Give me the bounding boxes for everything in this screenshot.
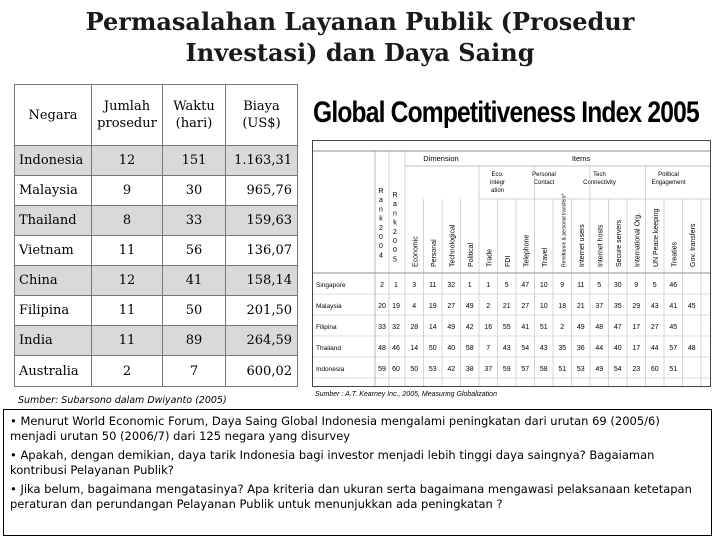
gci-cell-value: 17 [632,324,641,331]
gci-row-country: Malaysia [316,303,342,310]
gci-cell-value: 19 [392,303,400,310]
gci-cell-value: 29 [632,303,641,310]
gci-group-label: integr [489,180,506,186]
gci-cell-value: 43 [539,345,548,352]
gci-rank2004-char: R [378,188,384,195]
gci-column-label: Internet users [578,224,586,267]
gci-cell-value: 60 [392,366,400,373]
gci-cell-value: 36 [576,345,585,352]
days-cell: 7 [163,356,226,387]
gci-column-label: Telephone [523,234,531,267]
cost-cell: 965,76 [226,176,298,206]
table-row [15,296,298,326]
gci-cell-value: 48 [595,324,604,331]
gci-row-country: Thailand [316,345,341,352]
cost-cell: 201,50 [226,296,298,326]
gci-cell-value: 1 [394,282,398,289]
country-cell: Vietnam [15,236,92,266]
gci-rank2004-char: 4 [379,252,383,260]
gci-cell-value: 43 [502,345,511,352]
gci-column-label: Trade [486,248,494,267]
procedures-cell: 11 [92,296,163,326]
procedures-cell: 2 [92,356,163,387]
left-table-source: Sumber: Subarsono dalam Dwiyanto (2005) [18,395,227,406]
slide-title-line2: Investasi) dan Daya Saing [185,38,535,67]
gci-group-label: Tech [593,172,606,178]
gci-cell-value: 35 [558,345,567,352]
gci-group-label: Political [658,172,679,178]
cost-cell: 136,07 [226,236,298,266]
gci-group-label: Contact [533,180,555,186]
gci-table-svg [313,141,710,386]
gci-cell-value: 14 [410,345,419,352]
gci-cell-value: 35 [613,303,622,310]
gci-cell-value: 20 [378,303,386,310]
days-cell: 89 [163,326,226,356]
gci-cell-value: 44 [595,345,604,352]
gci-cell-value: 43 [650,303,659,310]
gci-cell-value: 57 [669,345,678,352]
gci-items-label: Items [571,154,591,163]
gci-cell-value: 49 [595,366,604,373]
gci-column-label: FDI [504,255,512,267]
procedures-cell: 9 [92,176,163,206]
cost-cell: 600,02 [226,356,298,387]
gci-rank2004-char: 0 [379,234,383,241]
gci-cell-value: 27 [521,303,530,310]
cost-cell: 158,14 [226,266,298,296]
gci-cell-value: 48 [378,345,386,352]
days-cell: 30 [163,176,226,206]
gci-cell-value: 5 [504,282,509,289]
gci-cell-value: 40 [447,345,456,352]
gci-cell-value: 10 [539,303,548,310]
gci-cell-value: 16 [484,324,493,331]
gci-cell-value: 53 [576,366,585,373]
days-cell: 33 [163,206,226,236]
gci-cell-value: 23 [632,366,641,373]
gci-cell-value: 7 [486,345,491,352]
gci-cell-value: 32 [447,282,456,289]
bullet-item: • Menurut World Economic Forum, Daya Saing Global Indonesia mengalami peningkatan dari urutan 69 (2005/6) menjadi urutan 50 (2006/7) dari 125 negara yang disurvey [10,414,660,443]
gci-cell-value: 41 [669,303,678,310]
gci-column-label: Personal [430,239,438,267]
gci-cell-value: 51 [539,324,548,331]
gci-rank2005-char: n [393,210,397,218]
gci-row-country: Filipina [316,324,337,331]
gci-cell-value: 48 [687,345,696,352]
header-biaya: Biaya (US$) [226,85,298,146]
slide-title [0,6,720,68]
gci-cell-value: 5 [597,282,602,289]
gci-rank2005-char: R [392,192,398,199]
gci-column-label: Secure servers [615,219,623,267]
gci-cell-value: 10 [539,282,548,289]
table-row [15,356,298,387]
gci-cell-value: 33 [378,324,386,331]
bullet-item: • Jika belum, bagaimana mengatasinya? Apa kriteria dan ukuran serta bagaimana mengawasi pelaksanaan ketetapan peraturan dan perundangan Pelayanan Publik untuk menunjukkan ada peningkatan ? [10,482,692,511]
country-cell: India [15,326,92,356]
gci-cell-value: 59 [378,366,386,373]
country-cell: Indonesia [15,146,92,176]
gci-rank2004-char: k [379,215,383,223]
gci-cell-value: 21 [502,303,511,310]
country-cell: China [15,266,92,296]
gci-rank2004-char: 2 [379,224,383,232]
gci-group-label: ation [490,188,505,194]
gci-cell-value: 2 [380,282,384,289]
gci-cell-value: 46 [669,282,678,289]
gci-cell-value: 19 [428,303,437,310]
gci-cell-value: 2 [560,324,565,331]
gci-cell-value: 9 [560,282,565,289]
gci-column-label: Gov. transfers [689,223,697,267]
procedures-cell: 11 [92,326,163,356]
bullet-list [3,409,712,536]
gci-cell-value: 49 [447,324,456,331]
country-cell: Australia [15,356,92,387]
table-row [15,266,298,296]
gci-cell-value: 44 [650,345,659,352]
header-waktu: Waktu (hari) [163,85,226,146]
gci-rank2005-char: a [393,201,397,209]
gci-rank2005-char: 0 [393,247,397,255]
cost-cell: 159,63 [226,206,298,236]
header-jumlah-prosedur: Jumlah prosedur [92,85,163,146]
gci-cell-value: 21 [576,303,585,310]
country-cell: Filipina [15,296,92,326]
gci-column-label: Economic [412,236,420,267]
gci-column-label: UN Peace keeping [652,208,660,267]
gci-cell-value: 55 [502,324,511,331]
gci-rank2005-char: 0 [393,238,397,245]
gci-cell-value: 40 [613,345,622,352]
gci-cell-value: 37 [484,366,493,373]
gci-cell-value: 38 [465,366,474,373]
gci-group-label: Engagement [651,180,686,186]
gci-cell-value: 57 [521,366,530,373]
country-cell: Thailand [15,206,92,236]
gci-cell-value: 32 [392,324,400,331]
cost-cell: 1.163,31 [226,146,298,176]
gci-rank2004-char: n [379,206,383,214]
gci-cell-value: 27 [447,303,456,310]
gci-cell-value: 9 [634,282,639,289]
gci-cell-value: 47 [613,324,622,331]
gci-cell-value: 49 [576,324,585,331]
gci-cell-value: 5 [652,282,657,289]
table-row [15,176,298,206]
gci-cell-value: 42 [465,324,474,331]
gci-cell-value: 45 [669,324,678,331]
gci-cell-value: 60 [650,366,659,373]
days-cell: 50 [163,296,226,326]
gci-cell-value: 1 [486,282,491,289]
gci-column-label: Political [467,242,475,267]
procedures-cell: 11 [92,236,163,266]
investment-procedure-table [14,84,298,387]
days-cell: 151 [163,146,226,176]
gci-group-label: Eco. [491,172,504,178]
gci-cell-value: 58 [539,366,548,373]
gci-cell-value: 53 [428,366,437,373]
procedures-cell: 8 [92,206,163,236]
gci-column-label: Travel [541,247,549,267]
gci-cell-value: 54 [521,345,530,352]
gci-rank2005-char: 2 [393,228,397,236]
gci-cell-value: 59 [502,366,511,373]
gci-cell-value: 41 [521,324,530,331]
gci-column-label: Internet hosts [597,224,605,267]
gci-cell-value: 50 [410,366,419,373]
days-cell: 56 [163,236,226,266]
gci-rank2004-char: a [379,197,383,205]
gci-cell-value: 54 [613,366,622,373]
gci-cell-value: 47 [521,282,530,289]
gci-column-label: Remittance & personal transfers* [561,193,568,267]
gci-cell-value: 51 [558,366,567,373]
gci-cell-value: 27 [650,324,659,331]
gci-cell-value: 51 [669,366,678,373]
gci-cell-value: 2 [486,303,491,310]
gci-cell-value: 42 [447,366,456,373]
table-row [15,236,298,266]
gci-cell-value: 14 [428,324,437,331]
procedures-cell: 12 [92,146,163,176]
gci-rank2004-char: 0 [379,243,383,251]
gci-column-label: Treaties [671,241,679,267]
gci-cell-value: 28 [410,324,419,331]
gci-cell-value: 58 [465,345,474,352]
procedures-cell: 12 [92,266,163,296]
table-row [15,206,298,236]
gci-column-label: Technological [449,224,457,267]
gci-cell-value: 50 [428,345,437,352]
gci-cell-value: 46 [392,345,400,352]
table-row [15,326,298,356]
gci-dimension-label: Dimension [423,154,459,163]
gci-cell-value: 3 [412,282,417,289]
gci-row-country: Indonesia [316,366,345,373]
gci-cell-value: 1 [467,282,472,289]
gci-title: Global Competitiveness Index 2005 [313,96,699,129]
gci-cell-value: 11 [429,282,437,289]
gci-cell-value: 17 [632,345,641,352]
header-negara: Negara [15,85,92,146]
gci-row-country: Singapore [316,282,346,289]
gci-column-label: International Org. [634,212,642,267]
gci-cell-value: 37 [595,303,604,310]
gci-source: Sumber : A.T. Kearney Inc., 2005, Measuring Globalization [315,391,497,398]
cost-cell: 264,59 [226,326,298,356]
gci-rank2005-char: k [393,219,397,227]
gci-cell-value: 49 [465,303,474,310]
gci-table [312,140,711,387]
table-row [15,146,298,176]
bullet-item: • Apakah, dengan demikian, daya tarik Indonesia bagi investor menjadi lebih tinggi daya saingnya? Bagaiaman kontribusi Pelayanan Publik? [10,448,655,477]
days-cell: 41 [163,266,226,296]
country-cell: Malaysia [15,176,92,206]
gci-cell-value: 45 [687,303,696,310]
gci-cell-value: 18 [558,303,567,310]
gci-group-label: Connectivity [583,180,616,186]
gci-cell-value: 30 [613,282,622,289]
slide-title-line1: Permasalahan Layanan Publik (Prosedur [85,7,635,36]
table-header-row [15,85,298,146]
gci-rank2005-char: 5 [393,256,397,264]
gci-cell-value: 11 [577,282,585,289]
gci-cell-value: 4 [412,303,417,310]
gci-group-label: Personal [532,172,556,178]
